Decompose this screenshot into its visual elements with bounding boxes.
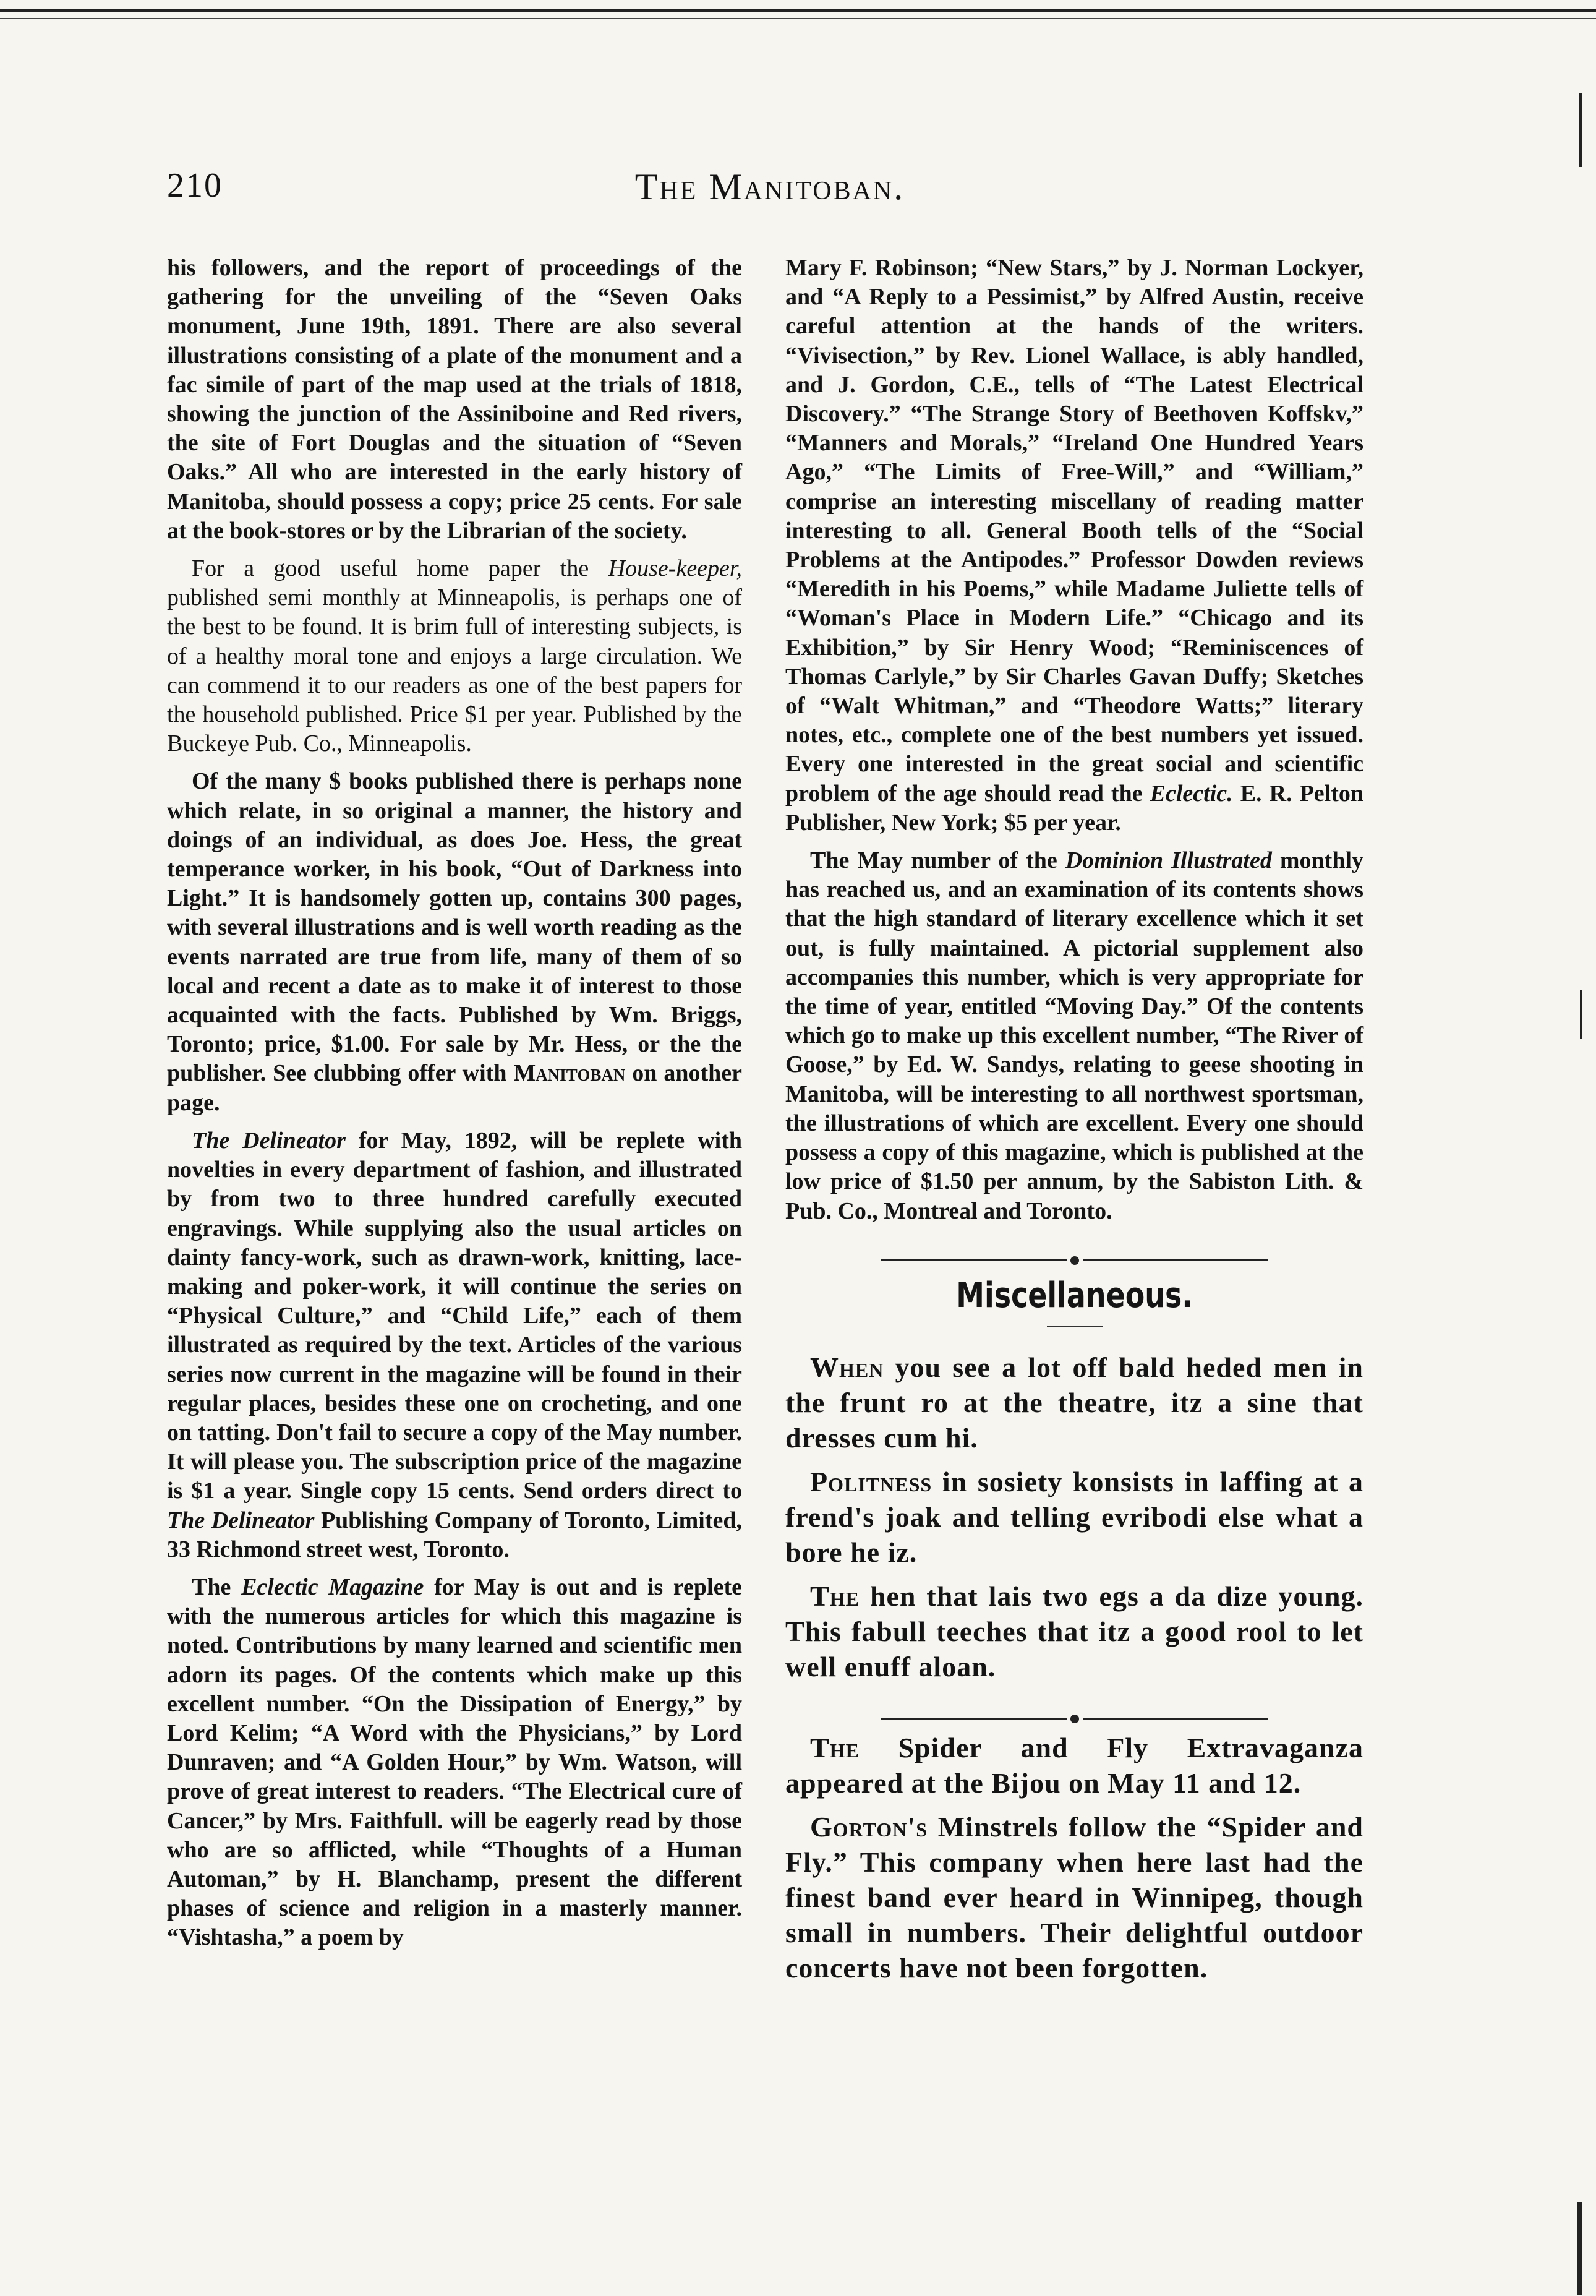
misc-item: When you see a lot off bald heded men in the frunt ro at the theatre, itz a sine that dresses cum hi. [785, 1351, 1364, 1454]
paragraph: The May number of the Dominion Illustrated monthly has reached us, and an examination of its contents shows that the high standard of literary excellence which it set out, is fully maintained. A pictorial supplement also accompanies this number, which is very appropriate for the time of year, entitled “Moving Day.” Of the contents which go to make up this excellent number, “The River of Goose,” by Ed. W. Sandys, relating to geese shooting in Manitoba, will be interesting to all northwest sportsman, the illustrations of which are excellent. Every one should possess a copy of this magazine, which is published at the low price of $1.50 per annum, by the Sabiston Lith. & Pub. Co., Montreal and Toronto. [785, 847, 1364, 1224]
ornamental-divider [785, 1244, 1363, 1259]
paragraph: his followers, and the report of proceedings of the gathering for the unveiling of the “Seven Oaks monument, June 19th, 1891. There are also several illustrations consisting of a plate of the monument and a fac simile of part of the map used at the trials of 1818, showing the junction of the Assiniboine and Red rivers, the site of Fort Douglas and the situation of “Seven Oaks.” All who are interested in the early history of Manitoba, should possess a copy; price 25 cents. For sale at the book-stores or by the Librarian of the society. [167, 255, 742, 544]
misc-item: Politness in sosiety konsists in laffing at a frend's joak and telling evribodi else what a bore he iz. [785, 1465, 1363, 1568]
page-header [167, 166, 1373, 221]
paragraph: Mary F. Robinson; “New Stars,” by J. Norman Lockyer, and “A Reply to a Pessimist,” by Alfred Austin, receive careful attention at the hands of the writers. “Vivisection,” by Rev. Lionel Wallace, is ably handled, and J. Gordon, C.E., tells of “The Latest Electrical Discovery.” “The Strange Story of Beethoven Koffskv,” “Manners and Morals,” “Ireland One Hundred Years Ago,” “The Limits of Free-Will,” and “William,” comprise an interesting miscellany of reading matter interesting to all. General Booth tells of the “Social Problems at the Antipodes.” Professor Dowden reviews “Meredith in his Poems,” while Madame Juliette tells of “Woman's Place in Modern Life.” “Chicago and its Exhibition,” by Sir Henry Wood; “Reminiscences of Thomas Carlyle,” by Sir Charles Gavan Duffy; Sketches of “Walt Whitman,” and “Theodore Watts;” literary notes, etc., complete one of the best numbers yet issued. Every one interested in the great social and scientific problem of the age should read the Eclectic. E. R. Pelton Publisher, New York; $5 per year. [785, 255, 1364, 836]
paragraph: The Eclectic Magazine for May is out and is replete with the numerous articles for which this magazine is noted. Contributions by many learned and scientific men adorn its pages. Of the contents which make up this excellent number. “On the Dissipation of Energy,” by Lord Kelim; “A Word with the Physicians,” by Lord Dunraven; and “A Golden Hour,” by Wm. Watson, will prove of great interest to readers. “The Electrical cure of Cancer,” by Mrs. Faithfull. will be eagerly read by those who are so afflicted, while “Thoughts of a Human Automan,” by H. Blanchamp, present the different phases of science and religion in a masterly manner. “Vishtasha,” a poem by [167, 1574, 743, 1951]
ornamental-divider [785, 1703, 1363, 1718]
paragraph: The Delineator for May, 1892, will be replete with novelties in every department of fashion, and illustrated by from two to three hundred carefully executed engravings. While supplying also the usual articles on dainty fancy-work, such as drawn-work, knitting, lace-making and poker-work, it will continue the series on “Physical Culture,” and “Child Life,” each of them illustrated as required by the text. Articles of the various series now current in the magazine will be found in their regular places, besides these one on crocheting, and one on tatting. Don't fail to secure a copy of the May number. It will please you. The subscription price of the magazine is $1 a year. Single copy 15 cents. Send orders direct to The Delineator Publishing Company of Toronto, Limited, 33 Richmond street west, Toronto. [167, 1127, 743, 1562]
title-underline [1047, 1326, 1103, 1327]
left-column [167, 254, 742, 1961]
edge-scan-mark [1580, 990, 1582, 1039]
paragraph: For a good useful home paper the House-keeper, published semi monthly at Minneapolis, is perhaps one of the best to be found. It is brim full of interesting subjects, is of a healthy moral tone and enjoys a large circulation. We can commend it to our readers as one of the best papers for the household published. Price $1 per year. Published by the Buckeye Pub. Co., Minneapolis. [167, 555, 742, 757]
right-column [785, 254, 1363, 1994]
edge-scan-mark [1579, 93, 1582, 167]
top-border-rule [0, 9, 1596, 19]
misc-item: The hen that lais two egs a da dize young. This fabull teeches that itz a good rool to let well enuff aloan. [785, 1580, 1363, 1682]
miscellaneous-items [785, 1350, 1363, 1985]
misc-item: The Spider and Fly Extravaganza appeared at the Bijou on May 11 and 12. [785, 1731, 1364, 1799]
paragraph: Of the many $ books published there is perhaps none which relate, in so original a manner, the history and doings of an individual, as does Joe. Hess, the great temperance worker, in his book, “Out of Darkness into Light.” It is handsomely gotten up, contains 300 pages, with several illustrations and is well worth reading as the events narrated are true from life, many of them of so local and recent a date as to make it of interest to those acquainted with the facts. Published by Wm. Briggs, Toronto; price, $1.00. For sale by Mr. Hess, or the the publisher. See clubbing offer with Manitoban on another page. [167, 768, 743, 1116]
section-title: Miscellaneous. [956, 1275, 1193, 1316]
misc-item: Gorton's Minstrels follow the “Spider and Fly.” This company when here last had the finest band ever heard in Winnipeg, though small in numbers. Their delightful outdoor concerts have not been forgotten. [785, 1810, 1363, 1984]
running-head: The Manitoban. [634, 166, 905, 207]
edge-scan-mark [1577, 2202, 1582, 2295]
page-number: 210 [167, 166, 223, 205]
